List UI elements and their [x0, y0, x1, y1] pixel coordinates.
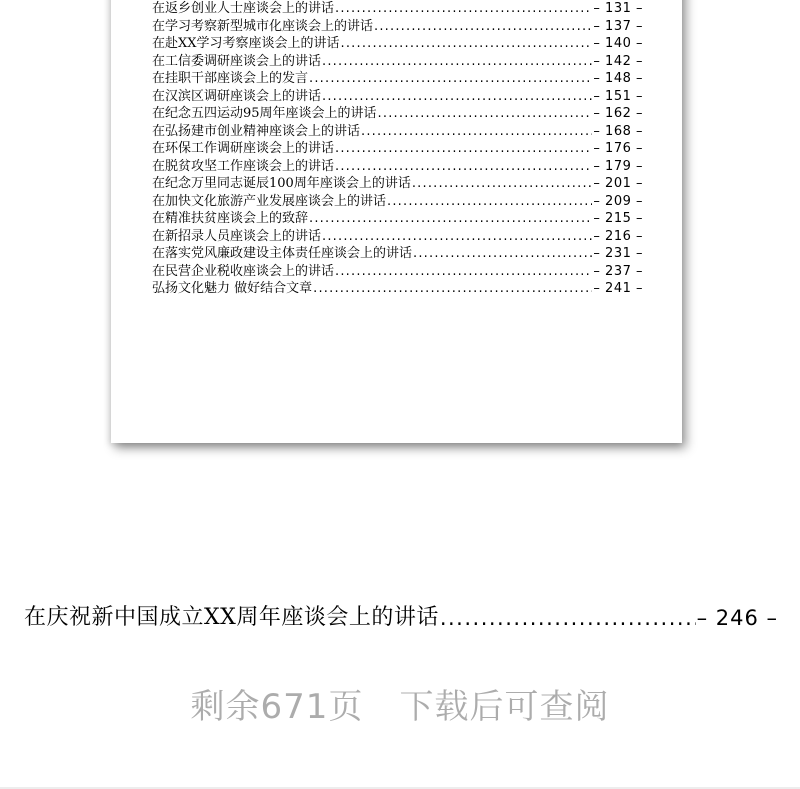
toc-entry-page: – 151 – [593, 88, 643, 104]
dot-leader [322, 88, 592, 106]
toc-entry [152, 210, 643, 228]
toc-entry [152, 53, 643, 71]
dot-leader [335, 263, 592, 281]
toc-entry-page: – 137 – [593, 18, 643, 34]
toc-entry-title: 在环保工作调研座谈会上的讲话 [152, 141, 335, 156]
toc-entry-title: 在新招录人员座谈会上的讲话 [152, 228, 322, 244]
toc-entry-title: 在落实党风廉政建设主体责任座谈会上的讲话 [152, 246, 413, 261]
toc-entry [152, 88, 643, 106]
toc-entry [152, 175, 643, 193]
dot-leader [440, 604, 696, 632]
dot-leader [309, 210, 592, 228]
remaining-pages-count: 剩余671页 [190, 687, 364, 727]
toc-entry [152, 0, 643, 18]
toc-entry-title: 在纪念五四运动95周年座谈会上的讲话 [152, 106, 377, 121]
toc-entry-page: – 241 – [593, 281, 643, 296]
dot-leader [378, 105, 593, 123]
dot-leader [341, 35, 593, 53]
toc-entry-page: – 231 – [593, 246, 643, 261]
toc-entry-page: – 237 – [593, 263, 643, 279]
toc-entry-title: 在精准扶贫座谈会上的致辞 [152, 211, 309, 226]
toc-entry-title: 在工信委调研座谈会上的讲话 [152, 53, 322, 69]
toc-entry [152, 263, 643, 281]
toc-entry-page: – 215 – [593, 211, 643, 226]
toc-entry-title: 在民营企业税收座谈会上的讲话 [152, 263, 335, 279]
dot-leader [374, 18, 592, 36]
dot-leader [322, 228, 592, 246]
toc-entry-page: – 140 – [593, 36, 643, 51]
dot-leader [335, 0, 592, 18]
toc-entry-page: – 176 – [593, 141, 643, 156]
toc-entry [152, 193, 643, 211]
toc-entry [152, 245, 643, 263]
toc-entry [152, 105, 643, 123]
toc-entry-title: 在庆祝新中国成立XX周年座谈会上的讲话 [24, 605, 439, 630]
toc-entry-title: 在返乡创业人士座谈会上的讲话 [152, 1, 335, 16]
toc-entry [152, 123, 643, 141]
toc-entry-title: 在加快文化旅游产业发展座谈会上的讲话 [152, 193, 387, 209]
dot-leader [412, 175, 593, 193]
toc-entry-page: – 201 – [593, 176, 643, 191]
toc-entry-title: 在学习考察新型城市化座谈会上的讲话 [152, 18, 374, 34]
toc-entry-title: 在挂职干部座谈会上的发言 [152, 71, 309, 86]
dot-leader [413, 245, 592, 263]
toc-list [152, 0, 643, 298]
toc-entry-page: – 246 – [696, 606, 778, 630]
dot-leader [335, 158, 592, 176]
toc-entry-page: – 168 – [593, 123, 643, 139]
dot-leader [335, 140, 592, 158]
toc-entry-page: – 148 – [593, 71, 643, 86]
toc-entry-page: – 209 – [593, 193, 643, 209]
toc-entry-title: 在汉滨区调研座谈会上的讲话 [152, 88, 322, 104]
toc-entry-page: – 162 – [593, 106, 643, 121]
download-hint: 下载后可查阅 [399, 687, 610, 727]
toc-entry-title: 在弘扬建市创业精神座谈会上的讲话 [152, 123, 361, 139]
toc-entry [152, 35, 643, 53]
dot-leader [387, 193, 592, 211]
toc-entry-page: – 142 – [593, 53, 643, 69]
toc-entry [152, 280, 643, 298]
dot-leader [313, 280, 592, 298]
toc-entry-title: 在赴XX学习考察座谈会上的讲话 [152, 36, 340, 51]
toc-entry [152, 228, 643, 246]
toc-entry [152, 18, 643, 36]
toc-entry-title: 弘扬文化魅力 做好结合文章 [152, 281, 313, 296]
toc-entry [152, 70, 643, 88]
toc-entry-page: – 179 – [593, 158, 643, 174]
dot-leader [309, 70, 592, 88]
toc-entry-highlight [24, 604, 778, 632]
dot-leader [322, 53, 592, 71]
toc-entry-title: 在脱贫攻坚工作座谈会上的讲话 [152, 158, 335, 174]
toc-entry [152, 158, 643, 176]
toc-entry-title: 在纪念万里同志诞辰100周年座谈会上的讲话 [152, 176, 411, 191]
remaining-pages-notice [0, 684, 800, 730]
toc-page-preview [111, 0, 682, 443]
toc-entry [152, 140, 643, 158]
toc-entry-page: – 216 – [593, 228, 643, 244]
toc-entry-page: – 131 – [593, 1, 643, 16]
dot-leader [361, 123, 592, 141]
